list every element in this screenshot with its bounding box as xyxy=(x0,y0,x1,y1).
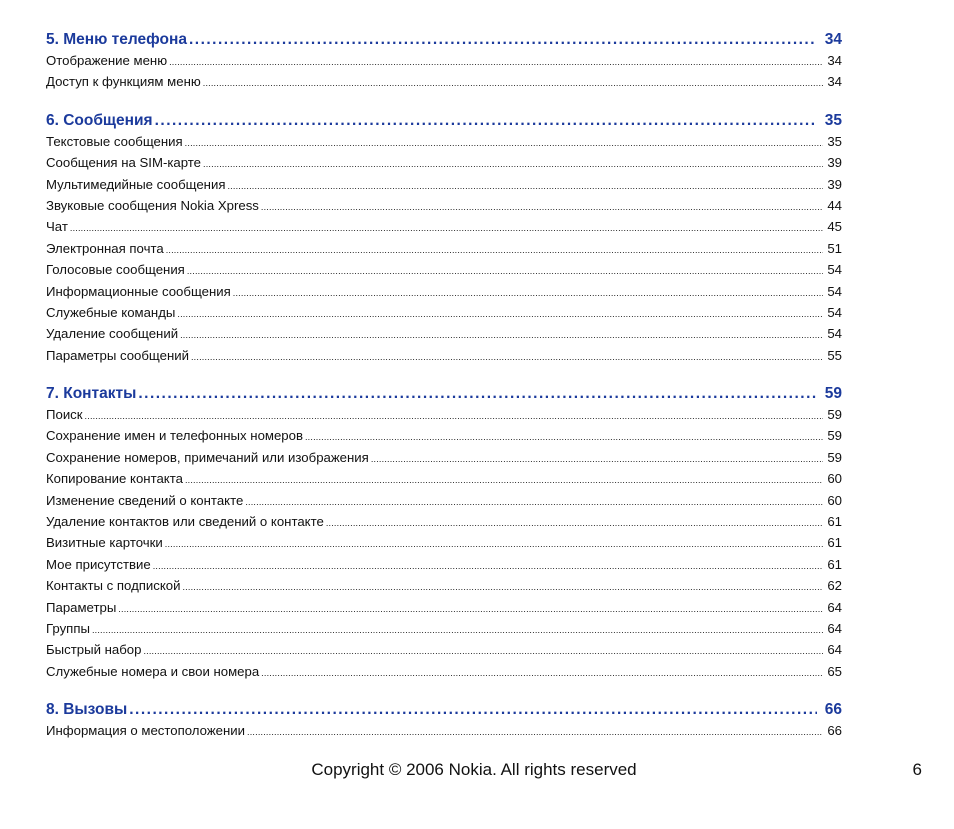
entry-page-number: 34 xyxy=(827,74,842,90)
toc-entry[interactable] xyxy=(46,198,842,219)
toc-section-heading[interactable] xyxy=(46,112,842,134)
section-title: 5. Меню телефона xyxy=(46,31,187,48)
section-page-number: 66 xyxy=(824,701,842,719)
toc-entry[interactable] xyxy=(46,535,842,556)
copyright-notice: Copyright © 2006 Nokia. All rights reserved xyxy=(311,760,637,779)
entry-title: Чат xyxy=(46,219,68,235)
toc-entry[interactable] xyxy=(46,428,842,449)
entry-title: Сообщения на SIM-карте xyxy=(46,155,202,171)
toc-entry[interactable] xyxy=(46,134,842,155)
entry-page-number: 44 xyxy=(827,197,842,213)
dot-leader xyxy=(305,432,823,442)
dot-leader xyxy=(169,57,823,67)
dot-leader xyxy=(85,411,823,421)
entry-page-number: 64 xyxy=(827,620,842,636)
entry-page-number: 60 xyxy=(827,471,842,487)
entry-title: Группы xyxy=(46,620,90,636)
entry-page-number: 54 xyxy=(827,304,842,320)
dot-leader xyxy=(165,539,823,549)
entry-page-number: 62 xyxy=(827,578,842,594)
toc-section xyxy=(46,112,842,369)
toc-entry[interactable] xyxy=(46,177,842,198)
section-page-number: 59 xyxy=(824,385,842,403)
entry-title: Параметры сообщений xyxy=(46,347,189,363)
dot-leader xyxy=(143,646,823,656)
entry-page-number: 59 xyxy=(827,449,842,465)
entry-title: Сохранение номеров, примечаний или изображения xyxy=(46,449,369,465)
entry-page-number: 65 xyxy=(827,663,842,679)
entry-title: Служебные номера и свои номера xyxy=(46,663,260,679)
entry-page-number: 64 xyxy=(827,642,842,658)
toc-entry[interactable] xyxy=(46,407,842,428)
dot-leader xyxy=(261,202,823,212)
dot-leader xyxy=(245,497,823,507)
section-page-number: 34 xyxy=(824,31,842,48)
dot-leader xyxy=(180,330,823,340)
toc-section xyxy=(46,385,842,685)
entry-page-number: 61 xyxy=(827,556,842,572)
dot-leader xyxy=(177,309,823,319)
toc-entry[interactable] xyxy=(46,53,842,74)
toc-entry[interactable] xyxy=(46,284,842,305)
toc-entry[interactable] xyxy=(46,664,842,685)
entry-title: Информационные сообщения xyxy=(46,283,231,299)
dot-leader xyxy=(182,582,823,592)
toc-entry[interactable] xyxy=(46,514,842,535)
dot-leader xyxy=(227,181,823,191)
section-title: 6. Сообщения xyxy=(46,111,153,129)
dot-leader xyxy=(155,112,817,130)
entry-page-number: 35 xyxy=(827,133,842,149)
toc-section-heading[interactable] xyxy=(46,385,842,407)
toc-section-heading[interactable] xyxy=(46,31,842,53)
dot-leader xyxy=(189,31,817,49)
entry-page-number: 34 xyxy=(827,53,842,68)
toc-entry[interactable] xyxy=(46,326,842,347)
toc-entry[interactable] xyxy=(46,305,842,326)
entry-title: Изменение сведений о контакте xyxy=(46,492,244,508)
entry-page-number: 59 xyxy=(827,428,842,444)
entry-title: Текстовые сообщения xyxy=(46,133,183,149)
entry-title: Мое присутствие xyxy=(46,556,151,572)
entry-title: Контакты с подпиской xyxy=(46,578,181,594)
dot-leader xyxy=(371,454,823,464)
entry-page-number: 60 xyxy=(827,492,842,508)
toc-entry[interactable] xyxy=(46,723,842,744)
page-footer xyxy=(0,760,954,784)
dot-leader xyxy=(187,266,823,276)
dot-leader xyxy=(261,668,823,678)
toc-entry[interactable] xyxy=(46,557,842,578)
entry-page-number: 59 xyxy=(827,407,842,423)
entry-title: Поиск xyxy=(46,407,83,423)
toc-entry[interactable] xyxy=(46,578,842,599)
toc-entry[interactable] xyxy=(46,348,842,369)
toc-entry[interactable] xyxy=(46,262,842,283)
entry-title: Голосовые сообщения xyxy=(46,262,185,278)
entry-page-number: 45 xyxy=(827,219,842,235)
entry-title: Удаление сообщений xyxy=(46,326,179,342)
entry-title: Отображение меню xyxy=(46,53,168,68)
toc-entry[interactable] xyxy=(46,74,842,95)
dot-leader xyxy=(118,604,823,614)
entry-page-number: 55 xyxy=(827,347,842,363)
dot-leader xyxy=(247,727,823,737)
entry-page-number: 61 xyxy=(827,535,842,551)
section-title: 7. Контакты xyxy=(46,385,137,403)
toc-entry[interactable] xyxy=(46,155,842,176)
toc-section-heading[interactable] xyxy=(46,701,842,723)
section-title: 8. Вызовы xyxy=(46,701,128,719)
entry-title: Мультимедийные сообщения xyxy=(46,176,226,192)
entry-title: Копирование контакта xyxy=(46,471,183,487)
entry-page-number: 54 xyxy=(827,262,842,278)
entry-page-number: 39 xyxy=(827,176,842,192)
toc-entry[interactable] xyxy=(46,493,842,514)
dot-leader xyxy=(153,561,823,571)
entry-title: Информация о местоположении xyxy=(46,723,246,739)
dot-leader xyxy=(185,475,823,485)
toc-entry[interactable] xyxy=(46,621,842,642)
toc-section xyxy=(46,31,842,96)
dot-leader xyxy=(233,288,823,298)
dot-leader xyxy=(70,223,823,233)
dot-leader xyxy=(185,138,823,148)
dot-leader xyxy=(166,245,823,255)
dot-leader xyxy=(92,625,823,635)
entry-title: Сохранение имен и телефонных номеров xyxy=(46,428,303,444)
dot-leader xyxy=(191,352,823,362)
dot-leader xyxy=(326,518,823,528)
toc-entry[interactable] xyxy=(46,219,842,240)
entry-title: Электронная почта xyxy=(46,240,164,256)
toc-entry[interactable] xyxy=(46,600,842,621)
entry-page-number: 66 xyxy=(827,723,842,739)
entry-title: Звуковые сообщения Nokia Xpress xyxy=(46,197,259,213)
entry-title: Удаление контактов или сведений о контакте xyxy=(46,514,324,530)
dot-leader xyxy=(203,159,823,169)
dot-leader xyxy=(203,78,823,88)
entry-page-number: 51 xyxy=(827,240,842,256)
section-page-number: 35 xyxy=(824,111,842,129)
entry-title: Визитные карточки xyxy=(46,535,163,551)
toc-entry[interactable] xyxy=(46,450,842,471)
entry-page-number: 64 xyxy=(827,599,842,615)
entry-page-number: 39 xyxy=(827,155,842,171)
toc-entry[interactable] xyxy=(46,642,842,663)
table-of-contents xyxy=(46,31,842,761)
entry-page-number: 54 xyxy=(827,283,842,299)
toc-entry[interactable] xyxy=(46,241,842,262)
page-number: 6 xyxy=(912,760,922,779)
entry-title: Доступ к функциям меню xyxy=(46,74,201,90)
dot-leader xyxy=(129,701,817,719)
entry-title: Служебные команды xyxy=(46,304,176,320)
toc-section xyxy=(46,701,842,744)
entry-page-number: 54 xyxy=(827,326,842,342)
entry-page-number: 61 xyxy=(827,514,842,530)
entry-title: Быстрый набор xyxy=(46,642,142,658)
entry-title: Параметры xyxy=(46,599,117,615)
dot-leader xyxy=(138,385,817,403)
toc-entry[interactable] xyxy=(46,471,842,492)
